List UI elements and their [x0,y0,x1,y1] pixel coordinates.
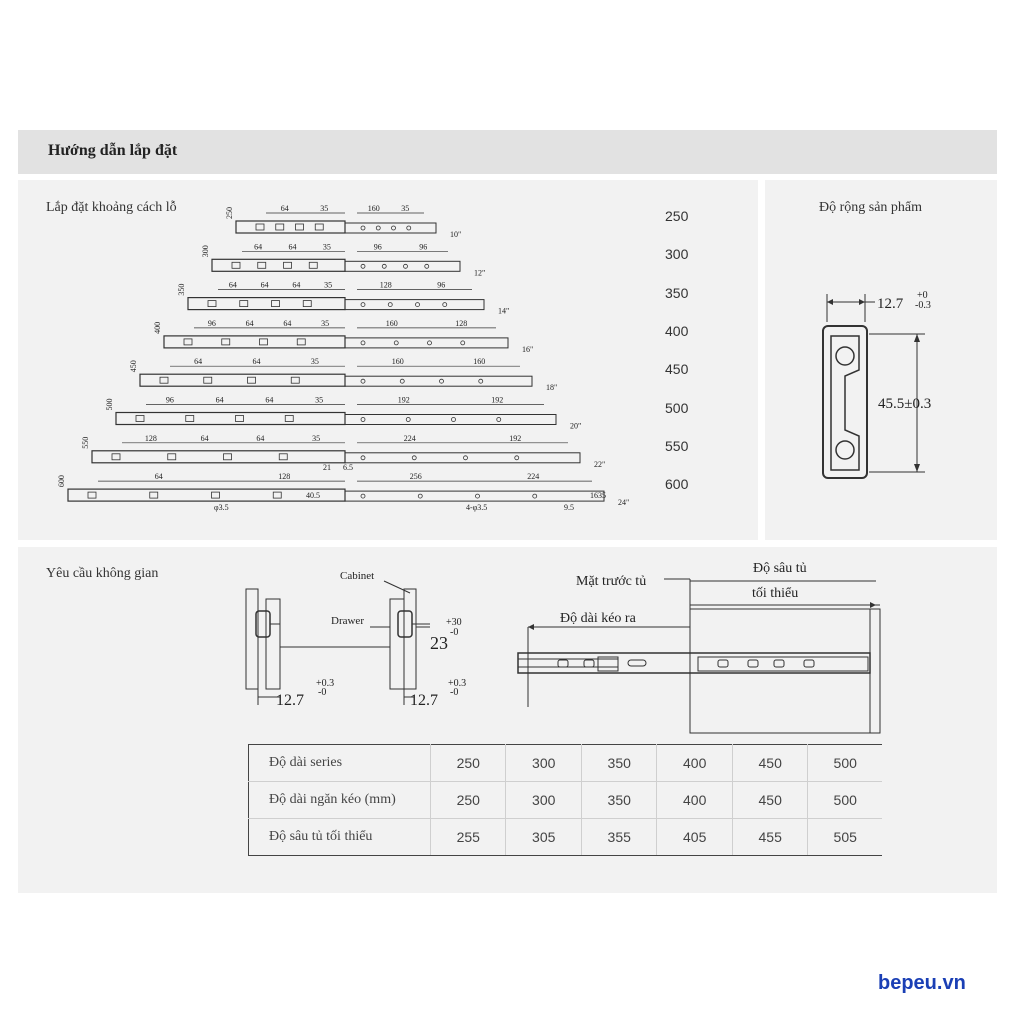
hole-slot [296,224,304,230]
rails-diagram [18,180,758,540]
hole-circle [452,418,456,422]
dim-label: 160 [367,204,380,213]
dim-label: 64 [200,433,209,443]
dim-label: 64 [228,280,237,290]
table-cell: 500 [808,782,882,819]
rail-hole [558,660,568,667]
hole-circle [443,303,447,307]
series-350: 350 [665,284,689,301]
hole-circle [388,303,392,307]
hole-slot [136,416,144,422]
inch-label: 14" [498,306,510,316]
inch-label: 12" [474,268,486,278]
dim-label: 256 [409,472,422,482]
hole-slot [256,224,264,230]
inch-label: 22" [594,459,606,469]
dim-label: 160 [391,357,404,367]
hole-circle [425,264,429,268]
table-row [249,782,883,819]
space-diagram [18,547,997,747]
dim-label: 35 [401,204,410,213]
rail-hole [718,660,728,667]
rail-hole [774,660,784,667]
hole-circle [412,456,416,460]
dim-label: 128 [379,280,392,290]
hole-circle [392,226,396,230]
brand-logo: bepeu.vn [878,972,966,994]
inch-label: 16" [522,344,534,354]
dim-label: 35 [312,433,321,443]
hole-slot [276,224,284,230]
hole-circle [418,494,422,498]
dim-label: 35 [322,242,331,252]
table-cell: 450 [732,782,807,819]
rail-550-fixed [92,451,345,463]
dim-label: 96 [207,318,216,328]
side-tol-top-left: +0.3 [316,678,335,689]
hole-circle [394,341,398,345]
dim-label: 64 [245,318,254,328]
extra-dim-label: 35 [598,491,606,500]
series-400: 400 [665,322,689,339]
hole-circle [400,379,404,383]
table-cell: 300 [506,782,581,819]
table-cell: 405 [657,819,732,856]
dim-label: 64 [265,395,274,405]
rail-hole [584,660,594,667]
hole-circle [406,418,410,422]
hole-circle [476,494,480,498]
table-cell: 255 [431,819,506,856]
series-450: 450 [665,361,689,378]
dim-label: 64 [254,242,263,252]
hole-slot [222,339,230,345]
section-title: Hướng dẫn lắp đặt [48,142,178,159]
side-value-left: 12.7 [276,692,304,709]
dim-label: 64 [283,318,292,328]
hole-slot [297,339,305,345]
rail-length-label: 350 [177,283,186,296]
hole-circle [416,303,420,307]
hole-slot [240,301,248,307]
rail-hole [748,660,758,667]
thickness-tol-top: +0 [917,290,928,301]
hole-circle [361,264,365,268]
dim-label: 96 [373,242,382,252]
rail-600-fixed [68,489,345,501]
rail-500-fixed [116,413,345,425]
table-cell: 355 [581,819,656,856]
extra-dim-label: 16 [590,491,598,500]
section-header [18,130,997,174]
cross-section-diagram [765,180,997,540]
extension-label: Độ dài kéo ra [560,611,636,626]
rail-250-moving [345,223,436,233]
row-label: Độ dài series [249,745,431,782]
rail-350-moving [345,300,484,310]
hole-slot [258,262,266,268]
hole-spacing-panel [18,180,758,540]
dim-label: 35 [310,357,319,367]
hole-circle [428,341,432,345]
cabinet-label: Cabinet [340,570,375,582]
dim-label: 224 [527,472,540,482]
rail-length-label: 500 [105,398,114,411]
hole-slot [260,339,268,345]
table-cell: 350 [581,782,656,819]
hole-slot [273,492,281,498]
hole-circle [361,226,365,230]
series-550: 550 [665,437,689,454]
side-tol-top-right: +0.3 [448,678,467,689]
hole-slot [168,454,176,460]
thickness-tol-bottom: -0.3 [915,300,931,311]
dim-label: 192 [491,395,504,405]
dim-label: 128 [144,433,157,443]
hole-circle [361,456,365,460]
rail-250-fixed [236,221,345,233]
rail-350-fixed [188,298,345,310]
hole-circle [361,303,365,307]
rail-400-fixed [164,336,345,348]
series-250: 250 [665,208,689,224]
rail-length-label: 250 [225,207,234,219]
hole-circle [361,494,365,498]
hole-slot [208,301,216,307]
hole-slot [272,301,280,307]
hole-circle [382,264,386,268]
hole-slot [279,454,287,460]
rail-600-moving [345,491,604,501]
series-600: 600 [665,476,689,493]
side-value-right: 12.7 [410,692,438,709]
table-row [249,819,883,856]
hole-circle [515,456,519,460]
table-cell: 300 [506,745,581,782]
rail-holes [558,660,814,667]
hole-slot [112,454,120,460]
row-label: Độ dài ngăn kéo (mm) [249,782,431,819]
dim-label: 64 [280,204,289,213]
dim-label: 96 [165,395,174,405]
hole-circle [404,264,408,268]
drawer-label: Drawer [331,615,364,627]
dim-label: 64 [256,433,265,443]
dim-label: 96 [419,242,428,252]
dim-label: 64 [194,357,203,367]
hole-slot [303,301,311,307]
hole-slot [232,262,240,268]
dim-label: 64 [252,357,261,367]
rail-length-label: 450 [129,360,138,373]
dim-label: 35 [320,204,329,213]
dim-label: 64 [292,280,301,290]
extra-dim-label: 4-φ3.5 [466,503,488,512]
height-value: 45.5±0.3 [878,396,932,412]
table-cell: 500 [808,745,882,782]
rail-hole [804,660,814,667]
rail-450-moving [345,376,532,386]
depth-label-2: tối thiểu [752,586,799,601]
table-cell: 350 [581,745,656,782]
dim-label: 64 [215,395,224,405]
dim-label: 64 [260,280,269,290]
dim-label: 160 [385,318,398,328]
extra-dim-label: φ3.5 [214,503,229,512]
spec-table [248,744,882,856]
thickness-value: 12.7 [877,296,904,312]
hole-slot [284,262,292,268]
dim-label: 64 [288,242,297,252]
extra-dim-label: 21 [323,463,331,472]
hole-circle [440,379,444,383]
space-requirement-panel [18,547,997,893]
hole-circle [361,379,365,383]
series-300: 300 [665,246,689,263]
product-width-label: Độ rộng sản phẩm [819,200,923,215]
dim-label: 224 [403,433,416,443]
gap-value: 23 [430,633,448,653]
hole-slot [212,492,220,498]
table-cell: 400 [657,745,732,782]
dim-label: 35 [321,318,330,328]
hole-slot [285,416,293,422]
hole-circle [376,226,380,230]
gap-tol-top: +30 [446,617,462,628]
side-tol-bottom-left: -0 [318,687,327,698]
gap-tol-bottom: -0 [450,627,459,638]
rail-length-label: 600 [57,475,66,488]
table-cell: 400 [657,782,732,819]
depth-label-1: Độ sâu tủ [753,561,807,576]
hole-circle [464,456,468,460]
hole-slot [291,377,299,383]
space-requirement-label: Yêu cầu không gian [46,566,159,581]
hole-slot [224,454,232,460]
rail-400-moving [345,338,508,348]
hole-circle [407,226,411,230]
rail-500-moving [345,415,556,425]
hole-spacing-label: Lắp đặt khoảng cách lỗ [46,200,177,215]
rail-length-label: 400 [153,321,162,334]
dim-label: 128 [455,318,468,328]
table-cell: 305 [506,819,581,856]
hole-circle [533,494,537,498]
hole-slot [204,377,212,383]
dim-label: 192 [397,395,410,405]
hole-circle [361,341,365,345]
product-width-panel [765,180,997,540]
dim-label: 64 [154,472,163,482]
extra-dim-label: 6.5 [343,463,353,472]
hole-slot [150,492,158,498]
front-label: Mặt trước tủ [576,574,647,589]
hole-slot [160,377,168,383]
rail-550-moving [345,453,580,463]
table-cell: 250 [431,745,506,782]
dim-label: 35 [324,280,333,290]
rail-length-label: 550 [81,436,90,449]
table-row [249,745,883,782]
hole-slot [88,492,96,498]
hole-slot [315,224,323,230]
table-cell: 505 [808,819,882,856]
hole-circle [461,341,465,345]
rail-300-moving [345,261,460,271]
dim-label: 128 [278,472,291,482]
hole-circle [361,418,365,422]
extra-dim-label: 40.5 [306,491,320,500]
row-label: Độ sâu tủ tối thiểu [249,819,431,856]
table-cell: 450 [732,745,807,782]
hole-slot [184,339,192,345]
dim-label: 35 [315,395,324,405]
dim-label: 192 [509,433,522,443]
series-500: 500 [665,399,689,416]
inch-label: 10" [450,230,462,239]
hole-circle [479,379,483,383]
extra-dim-label: 9.5 [564,503,574,512]
hole-slot [248,377,256,383]
inch-label: 20" [570,421,582,431]
inch-label: 18" [546,383,558,393]
rail-450-fixed [140,374,345,386]
table-cell: 250 [431,782,506,819]
hole-circle [497,418,501,422]
dim-label: 96 [437,280,446,290]
hole-slot [309,262,317,268]
inch-label: 24" [618,498,630,508]
table-cell: 455 [732,819,807,856]
hole-slot [186,416,194,422]
side-tol-bottom-right: -0 [450,687,459,698]
dim-label: 160 [473,357,486,367]
rail-length-label: 300 [201,245,210,258]
hole-slot [236,416,244,422]
